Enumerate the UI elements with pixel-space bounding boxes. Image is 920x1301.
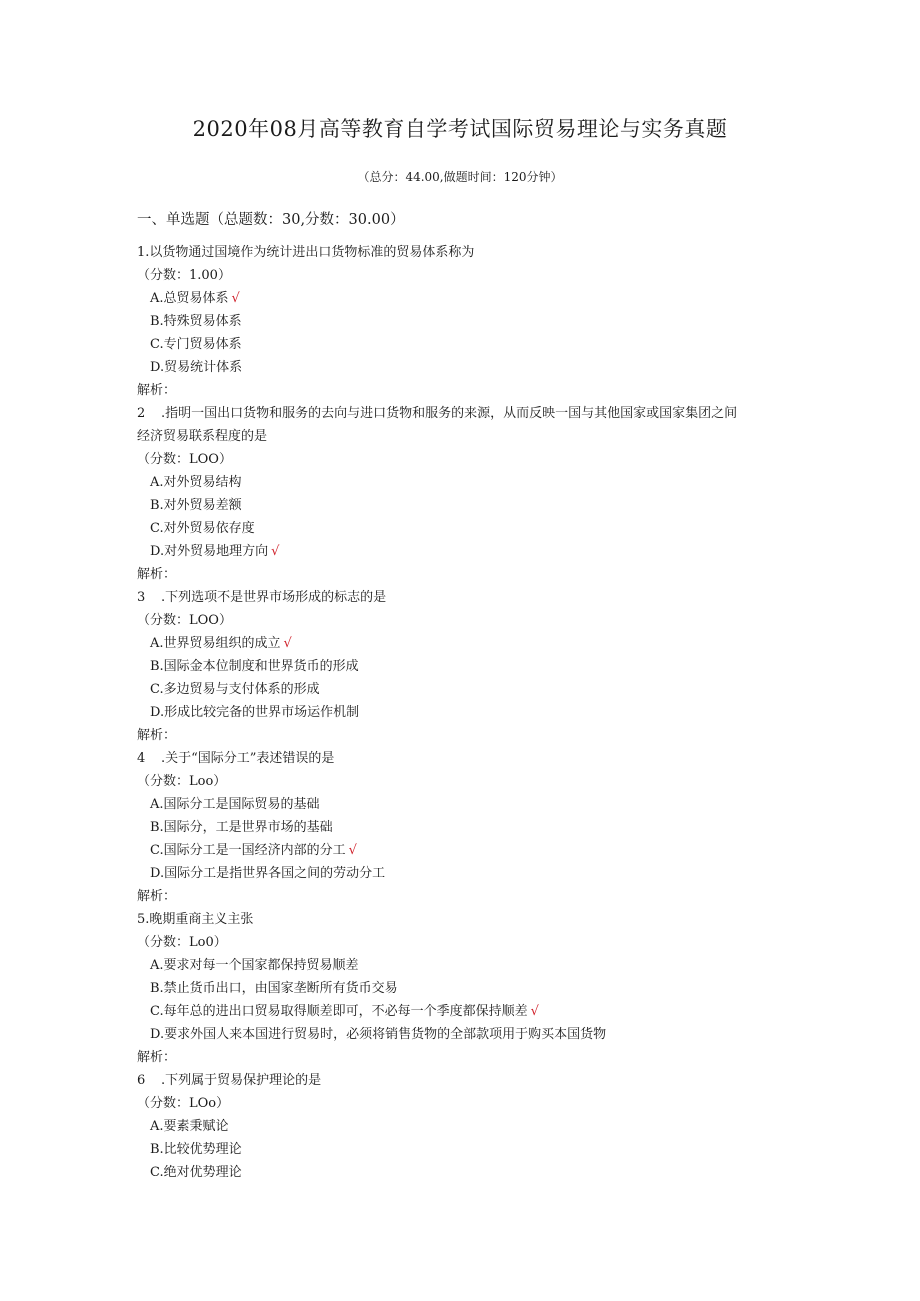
- exam-meta: （总分：44.00,做题时间：120分钟）: [357, 170, 563, 184]
- question-2-option-c: C.对外贸易依存度: [150, 521, 255, 536]
- question-1-analysis: 解析：: [137, 383, 177, 398]
- question-4-stem: 4 .关于“国际分工”表述错误的是: [137, 751, 335, 766]
- question-4-option-d: D.国际分工是指世界各国之间的劳动分工: [150, 866, 386, 881]
- question-5-score: （分数：Lo0）: [137, 935, 227, 950]
- question-3-analysis: 解析：: [137, 728, 177, 743]
- correct-answer-check-icon: √: [271, 544, 280, 559]
- question-1-option-a: A.总贸易体系 √: [150, 291, 240, 306]
- question-3-stem: 3 .下列选项不是世界市场形成的标志的是: [137, 590, 387, 605]
- question-1-stem: 1.以货物通过国境作为统计进出口货物标准的贸易体系称为: [137, 245, 475, 260]
- question-4-option-a: A.国际分工是国际贸易的基础: [150, 797, 320, 812]
- question-1-option-d: D.贸易统计体系: [150, 360, 243, 375]
- question-5-option-b: B.禁止货币出口，由国家垄断所有货币交易: [150, 981, 398, 996]
- question-6-stem: 6 .下列属于贸易保护理论的是: [137, 1073, 322, 1088]
- question-2-analysis: 解析：: [137, 567, 177, 582]
- question-list: [137, 241, 797, 1184]
- question-2-score: （分数：LOO）: [137, 452, 232, 467]
- question-2-option-b: B.对外贸易差额: [150, 498, 242, 513]
- question-1-score: （分数：1.00）: [137, 268, 231, 283]
- correct-answer-check-icon: √: [348, 843, 357, 858]
- question-5-option-d: D.要求外国人来本国进行贸易时，必须将销售货物的全部款项用于购买本国货物: [150, 1027, 607, 1042]
- section-heading: 一、单选题（总题数：30,分数：30.00）: [137, 212, 405, 228]
- document-title: 2020年08月高等教育自学考试国际贸易理论与实务真题: [192, 117, 728, 141]
- question-4-option-c: C.国际分工是一国经济内部的分工 √: [150, 843, 357, 858]
- question-3-score: （分数：LOO）: [137, 613, 232, 628]
- correct-answer-check-icon: √: [283, 636, 292, 651]
- question-2-option-d: D.对外贸易地理方向 √: [150, 544, 280, 559]
- question-1-option-b: B.特殊贸易体系: [150, 314, 242, 329]
- question-5-stem: 5.晚期重商主义主张: [137, 912, 254, 927]
- question-3-option-c: C.多边贸易与支付体系的形成: [150, 682, 320, 697]
- question-3-option-a: A.世界贸易组织的成立 √: [150, 636, 292, 651]
- correct-answer-check-icon: √: [231, 291, 240, 306]
- question-2-stem-continued: 经济贸易联系程度的是: [137, 429, 268, 444]
- question-6-option-b: B.比较优势理论: [150, 1142, 242, 1157]
- question-1-option-c: C.专门贸易体系: [150, 337, 242, 352]
- question-5-option-c: C.每年总的进出口贸易取得顺差即可，不必每一个季度都保持顺差 √: [150, 1004, 539, 1019]
- question-6-option-a: A.要素秉赋论: [150, 1119, 229, 1134]
- question-4-option-b: B.国际分，工是世界市场的基础: [150, 820, 333, 835]
- question-5-analysis: 解析：: [137, 1050, 177, 1065]
- question-3-option-b: B.国际金本位制度和世界货币的形成: [150, 659, 359, 674]
- question-4-analysis: 解析：: [137, 889, 177, 904]
- question-3-option-d: D.形成比较完备的世界市场运作机制: [150, 705, 360, 720]
- correct-answer-check-icon: √: [530, 1004, 539, 1019]
- question-2-option-a: A.对外贸易结构: [150, 475, 242, 490]
- question-5-option-a: A.要求对每一个国家都保持贸易顺差: [150, 958, 359, 973]
- question-6-option-c: C.绝对优势理论: [150, 1165, 242, 1180]
- question-2-stem: 2 .指明一国出口货物和服务的去向与进口货物和服务的来源，从而反映一国与其他国家或国家集团之间: [137, 406, 738, 421]
- question-6-score: （分数：LOo）: [137, 1096, 230, 1111]
- question-4-score: （分数：Loo）: [137, 774, 227, 789]
